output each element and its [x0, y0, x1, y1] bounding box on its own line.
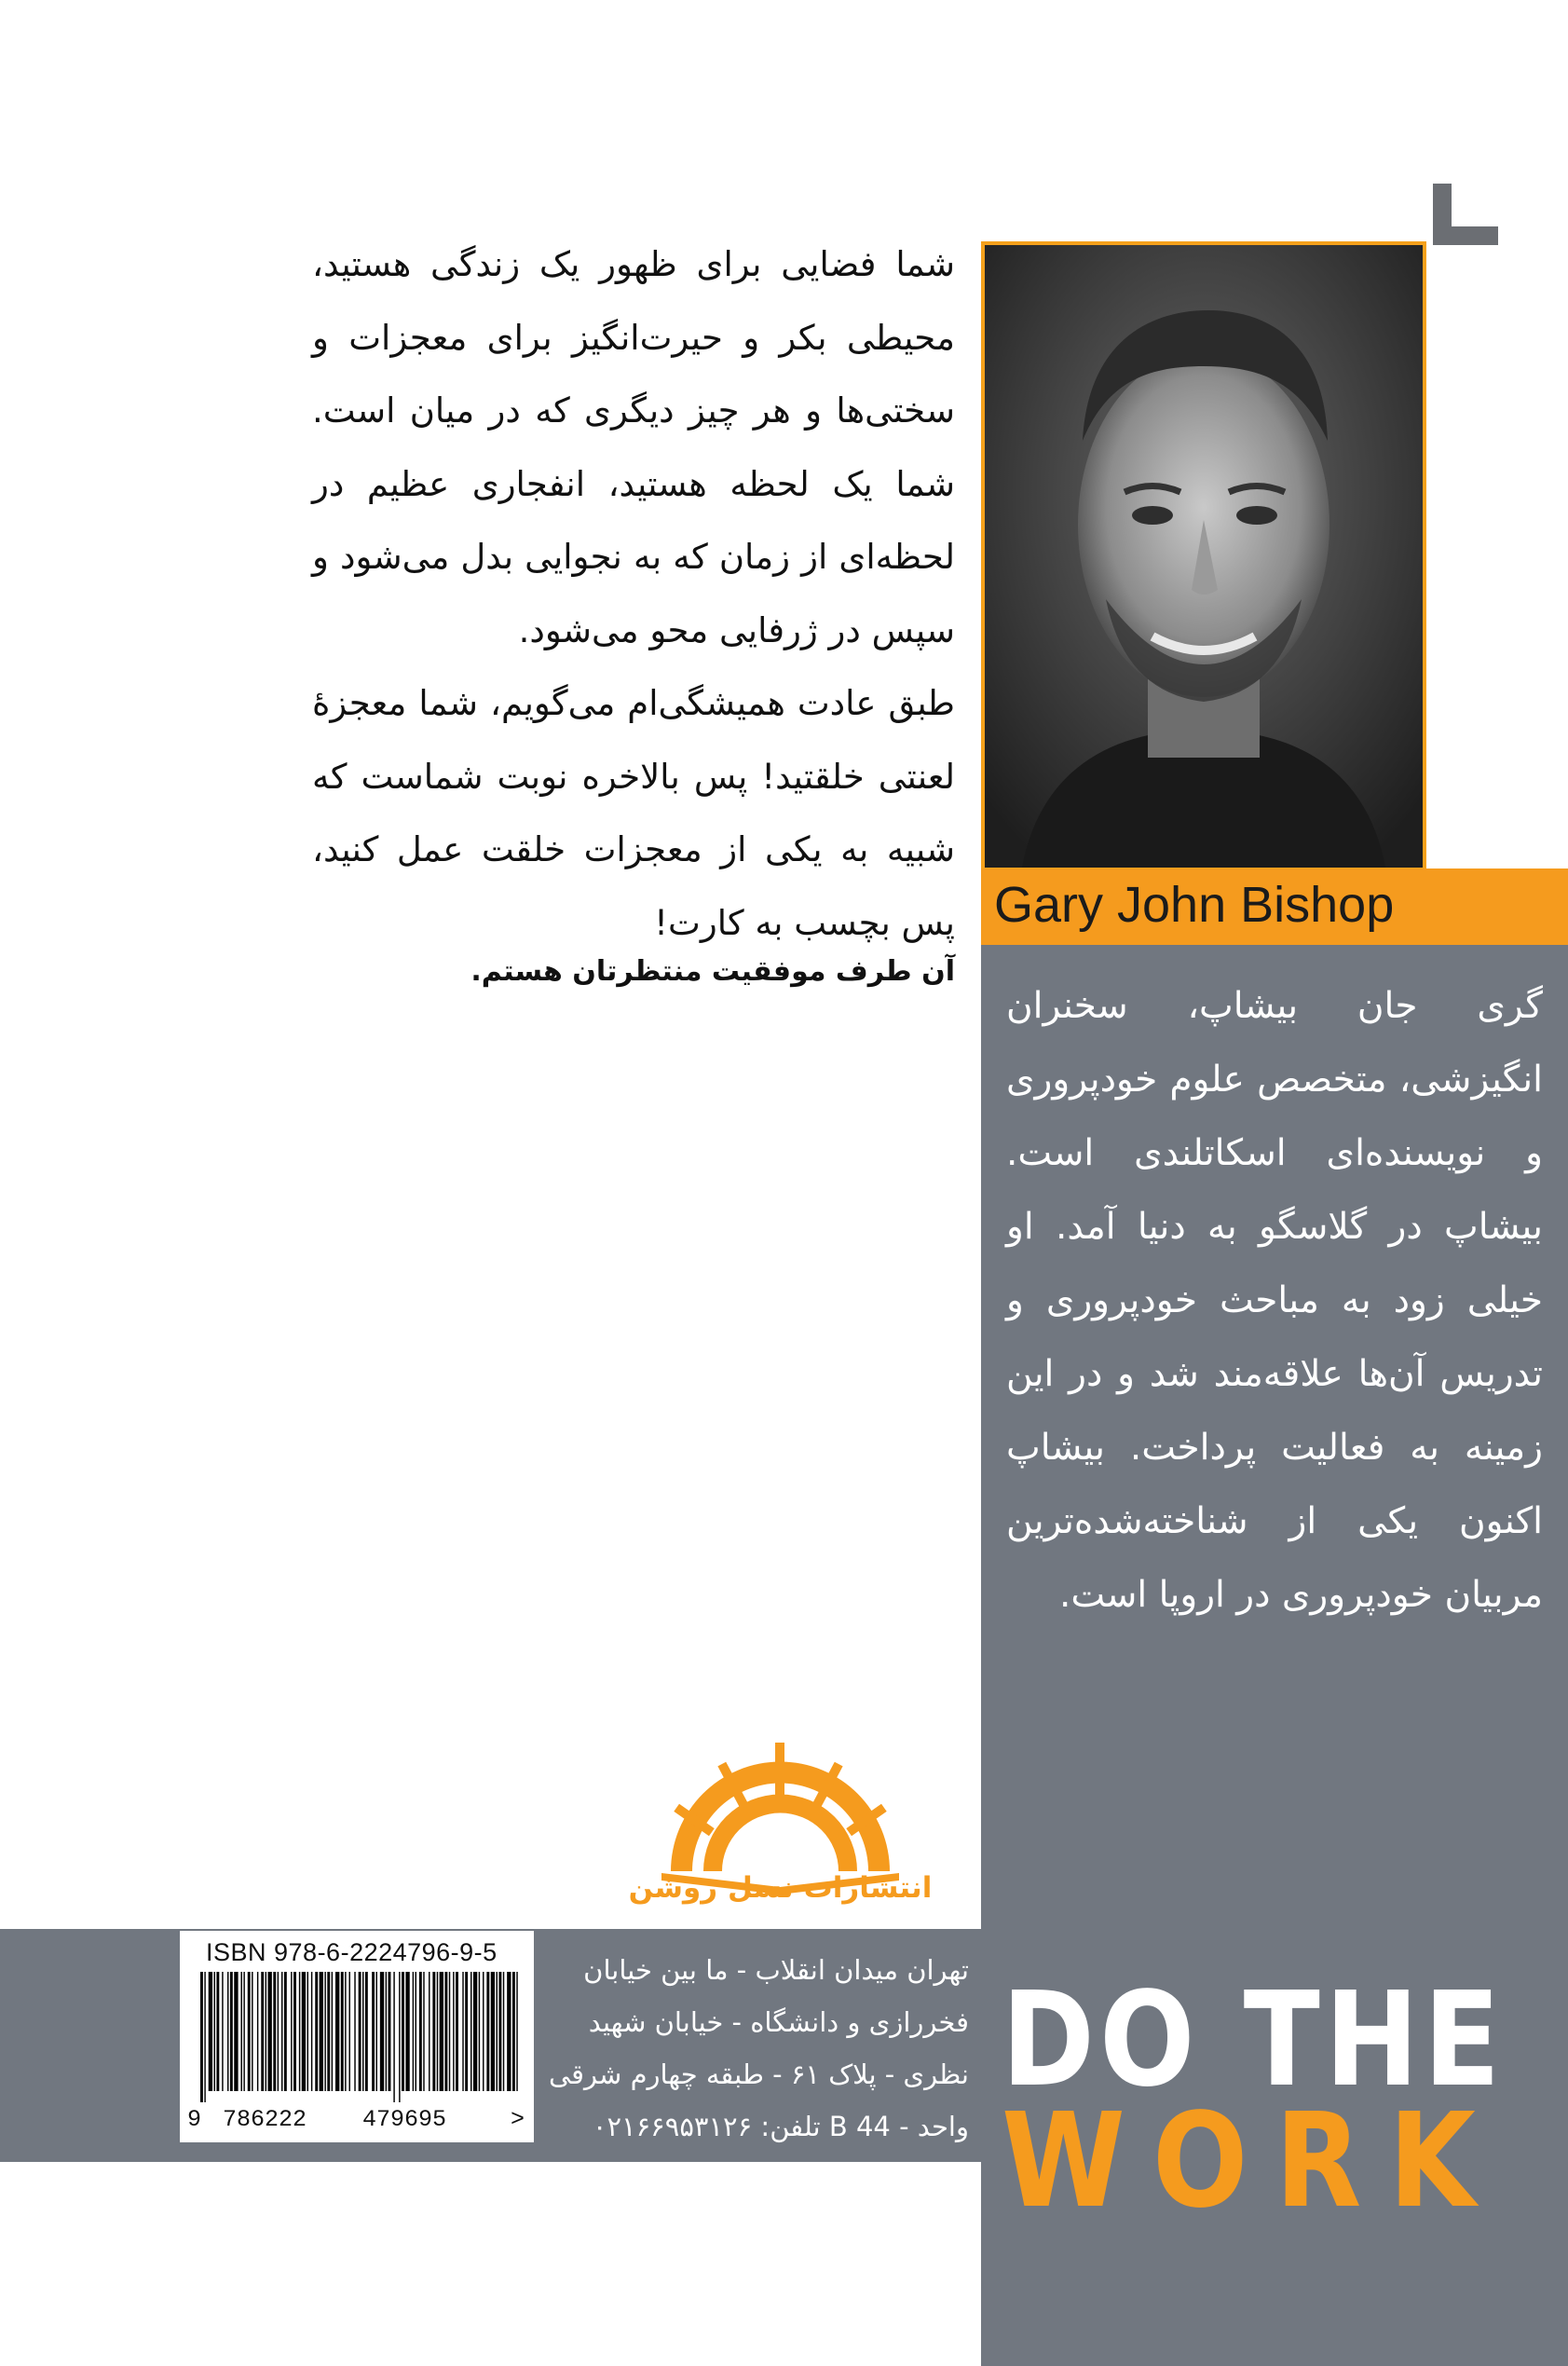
author-name-bar [981, 868, 1568, 945]
barcode-bar [440, 1972, 443, 2091]
barcode-bar [327, 1972, 330, 2091]
barcode-bar [449, 1972, 450, 2091]
barcode-bar [302, 1972, 306, 2091]
barcode-bar [284, 1972, 287, 2091]
barcode-bar [307, 1972, 308, 2091]
barcode-bar [483, 1972, 484, 2091]
barcode-bar [354, 1972, 355, 2091]
barcode-bar [386, 1972, 387, 2091]
barcode-bar [389, 1972, 391, 2091]
barcode-bar [380, 1972, 384, 2091]
barcode-bar [268, 1972, 272, 2091]
main-description [312, 228, 955, 960]
book-title-line-2: WORK [1002, 2086, 1504, 2237]
barcode-bar [341, 1972, 344, 2091]
barcode-bar [278, 1972, 279, 2091]
barcode-bar [507, 1972, 511, 2091]
barcode-bar [470, 1972, 471, 2091]
barcode-bar [315, 1972, 318, 2091]
main-paragraph-2: طبق عادت همیشگی‌ام می‌گویم، شما معجزۀ لعنتی خلقتید! پس بالاخره نوبت شماست که شبیه به یکی از معجزات خلقت عمل کنید، پس بچسب به کارت! [312, 683, 955, 943]
barcode-bar [486, 1972, 489, 2091]
barcode-bar [498, 1972, 501, 2091]
barcode-bar [261, 1972, 264, 2091]
barcode-bar [335, 1972, 339, 2091]
barcode-bar [372, 1972, 375, 2091]
barcode-bar [332, 1972, 333, 2091]
barcode-bar [359, 1972, 361, 2091]
barcode-bar [281, 1972, 282, 2091]
book-title-line-1: DO THE [1002, 1964, 1506, 2116]
barcode-bar [291, 1972, 292, 2091]
barcode-bar [402, 1972, 404, 2091]
barcode-bar [376, 1972, 377, 2091]
barcode-bar [345, 1972, 346, 2091]
author-portrait-image [985, 245, 1423, 868]
barcode-bar [241, 1972, 242, 2091]
isbn-label: ISBN 978-6-2224796-9-5 [206, 1938, 498, 1966]
barcode-end-mark: > [511, 2106, 525, 2133]
barcode-bar [349, 1972, 350, 2091]
barcode-bar [479, 1972, 480, 2091]
barcode-bar [419, 1972, 422, 2091]
barcode-bar [473, 1972, 477, 2091]
barcode-bar [365, 1972, 368, 2091]
barcode-bar [413, 1972, 414, 2091]
barcode-digits-left: 786222 [223, 2106, 307, 2133]
barcode-bar [393, 1972, 394, 2102]
address-line: فخررازی و دانشگاه - خیابان شهید [588, 2006, 969, 2038]
publisher-address [545, 1944, 969, 2153]
barcode-bar [497, 1972, 498, 2091]
barcode-bar [444, 1972, 447, 2091]
author-photo [981, 241, 1426, 871]
author-bio: گری جان بیشاپ، سخنران انگیزشی، متخصص علوم خودپروری و نویسنده‌ای اسکاتلندی است. بیشاپ در گلاسگو به دنیا آمد. او خیلی زود به مباحث خودپروری و تدریس آن‌ها علاقه‌مند شد و در این زمینه به فعالیت پرداخت. بیشاپ اکنون یکی از شناخته‌شده‌ترین مربیان خودپروری در اروپا است. [1006, 985, 1543, 1616]
barcode-bar [462, 1972, 463, 2091]
barcode-bar [230, 1972, 233, 2091]
barcode-bar [423, 1972, 424, 2091]
address-line: واحد - 44 B تلفن: ۰۲۱۶۶۹۵۳۱۲۶ [592, 2111, 969, 2142]
barcode-bar [503, 1972, 504, 2091]
author-name: Gary John Bishop [994, 877, 1395, 933]
barcode-bar [214, 1972, 215, 2091]
barcode-bar [216, 1972, 219, 2091]
barcode-digit-first: 9 [187, 2106, 202, 2133]
barcode-bar [320, 1972, 323, 2091]
barcode-bar [209, 1972, 212, 2091]
barcode-bar [465, 1972, 468, 2091]
corner-crop-mark [1433, 184, 1498, 245]
barcode-bar [257, 1972, 258, 2091]
barcode-bar [204, 1972, 205, 2102]
closing-line: آن طرف موفقیت منتظرتان هستم. [470, 955, 955, 988]
publisher-name: انتشارات نسل روشن [628, 1871, 933, 1905]
barcode-bar [432, 1972, 435, 2091]
isbn-barcode [180, 1931, 534, 2142]
barcode-bar [324, 1972, 325, 2091]
barcode-bar [227, 1972, 228, 2091]
barcode-bar [456, 1972, 458, 2091]
barcode-bar [399, 1972, 400, 2102]
barcode-bar [516, 1972, 517, 2091]
barcode-bar [243, 1972, 244, 2091]
barcode-bar [437, 1972, 438, 2091]
barcode-bar [453, 1972, 454, 2091]
barcode-bar [222, 1972, 223, 2091]
barcode-bar [248, 1972, 251, 2091]
address-line: نظری - پلاک ۶۱ - طبقه چهارم شرقی [549, 2058, 969, 2090]
barcode-bar [362, 1972, 363, 2091]
barcode-digits-right: 479695 [362, 2106, 447, 2133]
barcode-bar [491, 1972, 495, 2091]
barcode-bar [200, 1972, 203, 2102]
barcode-bar [405, 1972, 409, 2091]
address-line: تهران میدان انقلاب - ما بین خیابان [583, 1954, 969, 1986]
barcode-bar [311, 1972, 312, 2091]
barcode-bar [273, 1972, 276, 2091]
barcode-bar [234, 1972, 238, 2091]
barcode-bar [512, 1972, 515, 2091]
barcode-bar [293, 1972, 296, 2091]
main-paragraph-1: شما فضایی برای ظهور یک زندگی هستید، محیطی بکر و حیرت‌انگیز برای معجزات و سختی‌ها و هر چیز دیگری که در میان است. شما یک لحظه هستید، انفجاری عظیم در لحظه‌ای از زمان که به نجوایی بدل می‌شود و سپس در ژرفایی محو می‌شود. [312, 244, 955, 650]
barcode-bar [299, 1972, 300, 2091]
barcode-bars [200, 1972, 519, 2102]
